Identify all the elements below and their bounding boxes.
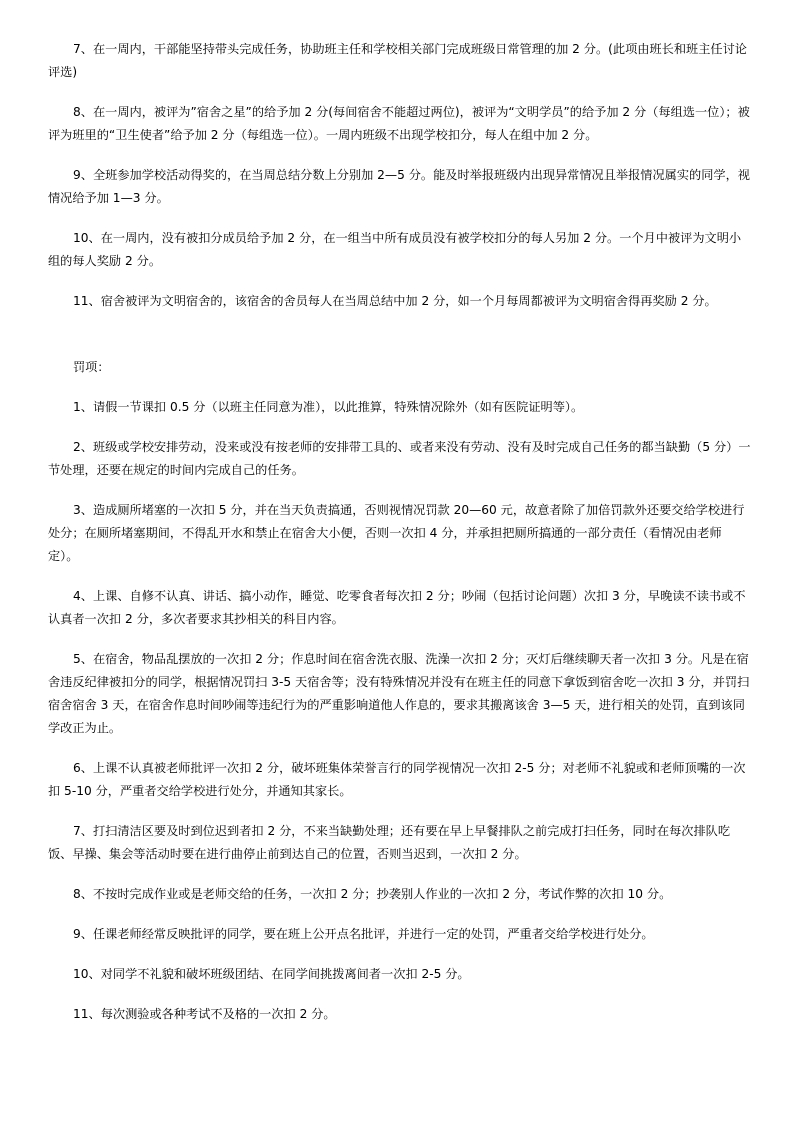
reward-item-11: 11、宿舍被评为文明宿舍的，该宿舍的舍员每人在当周总结中加 2 分，如一个月每周都被评为文明宿舍得再奖励 2 分。 — [73, 294, 717, 308]
penalty-item-1: 1、请假一节课扣 0.5 分（以班主任同意为准），以此推算，特殊情况除外（如有医院证明等）。 — [73, 400, 584, 414]
penalty-item-2: 2、班级或学校安排劳动，没来或没有按老师的安排带工具的、或者来没有劳动、没有及时完成自己任务的都当缺勤（5 分）一节处理，还要在规定的时间内完成自己的任务。 — [48, 440, 751, 477]
reward-item-10: 10、在一周内，没有被扣分成员给予加 2 分，在一组当中所有成员没有被学校扣分的每人另加 2 分。一个月中被评为文明小组的每人奖励 2 分。 — [48, 231, 742, 268]
reward-item-8: 8、在一周内，被评为”宿舍之星”的给予加 2 分(每间宿舍不能超过两位)，被评为“文明学员”的给予加 2 分（每组选一位）；被评为班里的“卫生使者”给予加 2 分（每组选一位）。一周内班级不出现学校扣分，每人在组中加 2 分。 — [48, 105, 750, 142]
penalty-heading: 罚项： — [73, 360, 110, 374]
penalty-item-6: 6、上课不认真被老师批评一次扣 2 分，破坏班集体荣誉言行的同学视情况一次扣 2-5 分；对老师不礼貌或和老师顶嘴的一次扣 5-10 分，严重者交给学校进行处分，并通知其家长。 — [48, 761, 746, 798]
reward-item-7: 7、在一周内，干部能坚持带头完成任务，协助班主任和学校相关部门完成班级日常管理的加 2 分。(此项由班长和班主任讨论评选) — [48, 42, 747, 79]
penalty-item-8: 8、不按时完成作业或是老师交给的任务，一次扣 2 分；抄袭别人作业的一次扣 2 分，考试作弊的次扣 10 分。 — [73, 887, 672, 901]
document-page — [48, 38, 752, 1026]
penalty-item-9: 9、任课老师经常反映批评的同学，要在班上公开点名批评，并进行一定的处罚，严重者交给学校进行处分。 — [73, 927, 654, 941]
penalty-item-10: 10、对同学不礼貌和破坏班级团结、在同学间挑拨离间者一次扣 2-5 分。 — [73, 967, 470, 981]
penalty-item-3: 3、造成厕所堵塞的一次扣 5 分，并在当天负责搞通，否则视情况罚款 20—60 元，故意者除了加倍罚款外还要交给学校进行处分；在厕所堵塞期间，不得乱开水和禁止在宿舍大小便，否则一次扣 4 分，并承担把厕所搞通的一部分责任（看情况由老师定）。 — [48, 503, 745, 563]
penalty-item-5: 5、在宿舍，物品乱摆放的一次扣 2 分；作息时间在宿舍洗衣服、洗澡一次扣 2 分；灭灯后继续聊天者一次扣 3 分。凡是在宿舍违反纪律被扣分的同学，根据情况罚扫 3-5 天宿舍等；没有特殊情况并没有在班主任的同意下拿饭到宿舍吃一次扣 3 分，并罚扫宿舍宿舍 3 天，在宿舍作息时间吵闹等违纪行为的严重影响道他人作息的，要求其搬离该舍 3—5 天，进行相关的处罚，直到该同学改正为止。 — [48, 652, 750, 735]
penalty-item-11: 11、每次测验或各种考试不及格的一次扣 2 分。 — [73, 1007, 336, 1021]
reward-item-9: 9、全班参加学校活动得奖的，在当周总结分数上分别加 2—5 分。能及时举报班级内出现异常情况且举报情况属实的同学，视情况给予加 1—3 分。 — [48, 168, 750, 205]
penalty-item-7: 7、打扫清洁区要及时到位迟到者扣 2 分，不来当缺勤处理；还有要在早上早餐排队之前完成打扫任务，同时在每次排队吃饭、早操、集会等活动时要在进行曲停止前到达自己的位置，否则当迟到，一次扣 2 分。 — [48, 824, 731, 861]
penalty-item-4: 4、上课、自修不认真、讲话、搞小动作，睡觉、吃零食者每次扣 2 分；吵闹（包括讨论问题）次扣 3 分，早晚读不读书或不认真者一次扣 2 分，多次者要求其抄相关的科目内容。 — [48, 589, 746, 626]
